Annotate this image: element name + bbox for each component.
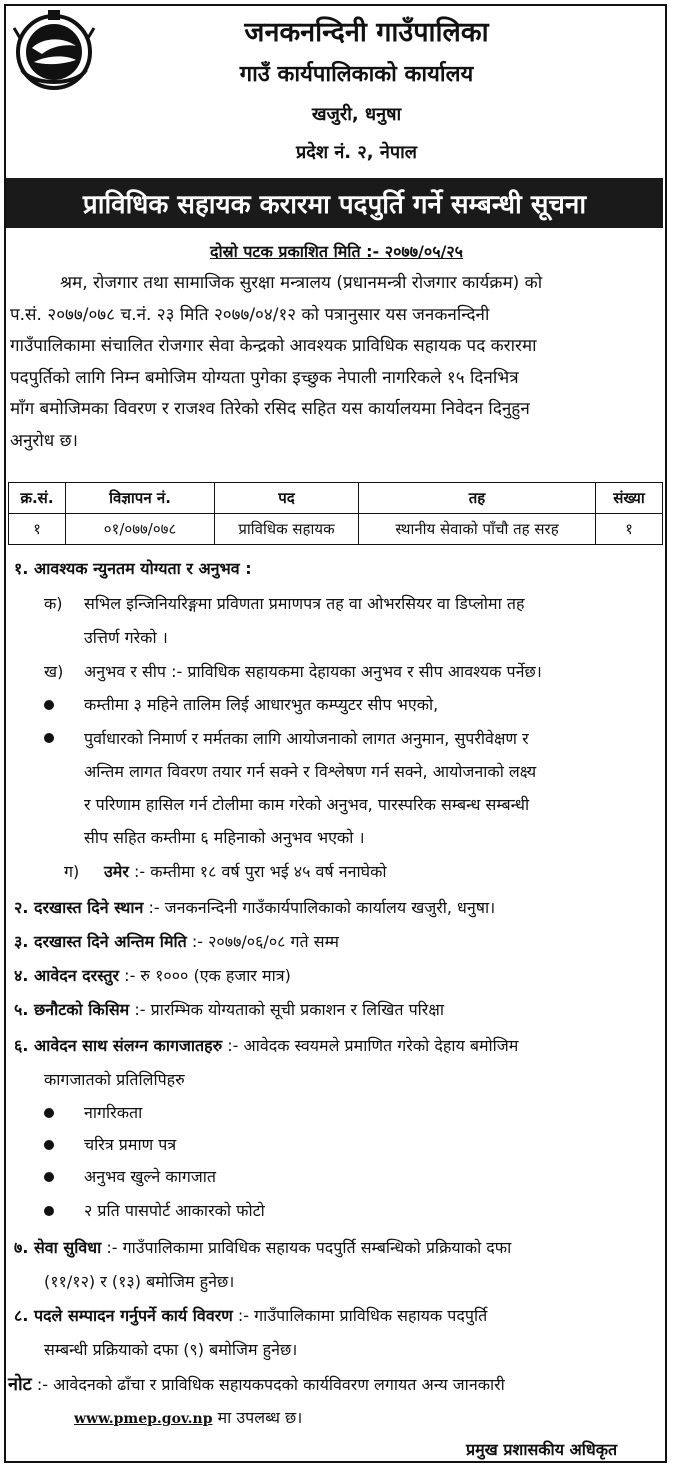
s1-bullet-2-line1: पुर्वाधारको निमार्ण र मर्मतका लागि आयोजनाको लागत अनुमान, सुपरीवेक्षण र (84, 729, 529, 748)
section-2 (14, 896, 495, 918)
org-name: जनकनन्दिनी गाउँपालिका (244, 17, 489, 48)
s1-ga-line (104, 860, 387, 882)
col-sn: क्र.सं. (9, 483, 66, 514)
published-date: दोस्रो पटक प्रकाशित मिति :- २०७७/०५/२५ (210, 242, 463, 261)
s6-bold: ६. आवेदन साथ संलग्न कागजातहरु (14, 1036, 223, 1055)
cell-ad-no: ०१/०७७/०७८ (66, 514, 215, 545)
cell-sn: १ (9, 514, 66, 545)
s1-bullet-2-line4: सीप सहित कम्तीमा ६ महिनाको अनुभव भएको । (84, 828, 365, 847)
s2-text: :- जनकनन्दिनी गाउँकार्यपालिकाको कार्यालय खजुरी, धनुषा। (143, 898, 496, 917)
col-post: पद (215, 483, 359, 514)
table-row (9, 514, 663, 545)
bullet-icon (44, 733, 54, 743)
office-name: गाउँ कार्यपालिकाको कार्यालय (239, 62, 474, 87)
s7-line2: (११/१२) र (१३) बमोजिम हुनेछ। (44, 1272, 235, 1291)
cell-level: स्थानीय सेवाको पाँचौ तह सरह (359, 514, 596, 545)
section-7 (14, 1236, 511, 1258)
s8-text: :- गाउँपालिकामा प्राविधिक सहायक पदपुर्ति (232, 1306, 488, 1325)
intro-line: अनुरोध छ। (10, 430, 78, 451)
intro-line: गाउँपालिकामा संचालित रोजगार सेवा केन्द्रको आवश्यक प्राविधिक सहायक पद करारमा (10, 336, 537, 356)
s4-text: :- रु १००० (एक हजार मात्र) (119, 966, 291, 985)
s4-bold: ४. आवेदन दरस्तुर (14, 966, 120, 985)
note (8, 1372, 505, 1396)
section-1-title: १. आवश्यक न्युनतम योग्यता र अनुभव : (14, 559, 252, 578)
section-8 (14, 1304, 487, 1326)
notice-title: प्राविधिक सहायक करारमा पदपुर्ति गर्ने सम्बन्धी सूचना (6, 178, 663, 228)
section-4 (14, 964, 291, 986)
section-6 (14, 1034, 518, 1056)
s3-text: :- २०७७/०६/०८ गते सम्म (186, 932, 339, 951)
bullet-icon (44, 1108, 54, 1118)
s2-bold: २. दरखास्त दिने स्थान (14, 898, 144, 917)
s5-bold: ५. छनौटको किसिम (14, 1000, 130, 1019)
cell-post: प्राविधिक सहायक (215, 514, 359, 545)
note-tail: मा उपलब्ध छ। (212, 1408, 303, 1427)
website-link[interactable]: www.pmep.gov.np (74, 1411, 213, 1427)
s6-line2: कागजातको प्रतिलिपिहरु (44, 1070, 185, 1089)
s5-text: :- प्रारम्भिक योग्यताको सूची प्रकाशन र लिखित परिक्षा (129, 1000, 444, 1019)
header (0, 0, 673, 170)
s6-text: :- आवेदक स्वयमले प्रमाणित गरेको देहाय बमोजिम (222, 1036, 519, 1055)
col-level: तह (359, 483, 596, 514)
intro-line: माँग बमोजिमका विवरण र राजश्व तिरेको रसिद सहित यस कार्यालयमा निवेदन दिनुहुन (10, 399, 530, 419)
s1-kha-text: अनुभव र सीप :- प्राविधिक सहायकमा देहायका अनुभव र सीप आवश्यक पर्नेछ। (84, 662, 542, 681)
s3-bold: ३. दरखास्त दिने अन्तिम मिति (14, 932, 187, 951)
s8-line2: सम्बन्धी प्रक्रियाको दफा (९) बमोजिम हुनेछ। (44, 1340, 298, 1359)
s6-item: नागरिकता (84, 1103, 143, 1122)
s1-bullet-1: कम्तीमा ३ महिने तालिम लिई आधारभुत कम्प्युटर सीप भएको, (84, 695, 439, 714)
note-label: नोट (8, 1374, 32, 1395)
office-address: खजुरी, धनुषा (311, 104, 402, 125)
bullet-icon (44, 1140, 54, 1150)
cell-count: १ (596, 514, 663, 545)
s1-ga-text: :- कम्तीमा १८ वर्ष पुरा भई ४५ वर्ष ननाघेको (128, 862, 387, 881)
intro-line: प.सं. २०७७/०७८ च.नं. २३ मिति २०७७/०४/१२ को पत्रानुसार यस जनकनन्दिनी (10, 304, 490, 325)
bullet-icon (44, 700, 54, 710)
intro-line: पदपुर्तिको लागि निम्न बमोजिम योग्यता पुगेका इच्छुक नेपाली नागरिकले १५ दिनभित्र (10, 367, 519, 388)
intro-line: श्रम, रोजगार तथा सामाजिक सुरक्षा मन्त्रालय (प्रधानमन्त्री रोजगार कार्यक्रम) को (60, 273, 543, 293)
s1-ga-bold: उमेर (104, 862, 129, 881)
section-5 (14, 998, 444, 1020)
s8-bold: ८. पदले सम्पादन गर्नुपर्ने कार्य विवरण (14, 1306, 233, 1325)
s1-kha-label: ख) (44, 662, 64, 681)
s7-bold: ७. सेवा सुविधा (14, 1238, 102, 1257)
vacancy-table (8, 482, 663, 545)
s6-item: २ प्रति पासपोर्ट आकारको फोटो (84, 1201, 265, 1220)
s1-bullet-2-line3: र परिणाम हासिल गर्न टोलीमा काम गरेको अनुभव, पारस्परिक सम्बन्ध सम्बन्धी (84, 795, 530, 814)
col-ad-no: विज्ञापन नं. (66, 483, 215, 514)
note-text: :- आवेदनको ढाँचा र प्राविधिक सहायकपदको कार्यविवरण लगायत अन्य जानकारी (31, 1375, 505, 1394)
intro-paragraph (10, 268, 660, 457)
s1-ga-label: ग) (64, 862, 80, 881)
s6-item: चरित्र प्रमाण पत्र (84, 1135, 177, 1154)
s6-item: अनुभव खुल्ने कागजात (84, 1167, 216, 1186)
col-count: संख्या (596, 483, 663, 514)
province: प्रदेश नं. २, नेपाल (296, 142, 417, 163)
signature: प्रमुख प्रशासकीय अधिकृत (466, 1440, 618, 1459)
s1-ka-line1: सभिल इन्जिनियरिङ्गमा प्रविणता प्रमाणपत्र तह वा ओभरसियर वा डिप्लोमा तह (84, 594, 525, 613)
s7-text: :- गाउँपालिकामा प्राविधिक सहायक पदपुर्ति सम्बन्धिको प्रक्रियाको दफा (101, 1238, 512, 1257)
section-3 (14, 930, 339, 952)
s1-bullet-2-line2: अन्तिम लागत विवरण तयार गर्न सक्ने र विश्लेषण गर्न सक्ने, आयोजनाको लक्ष्य (84, 762, 537, 781)
note-line2 (74, 1406, 302, 1428)
bullet-icon (44, 1206, 54, 1216)
s1-ka-line2: उत्तिर्ण गरेको । (84, 628, 168, 647)
s1-ka-label: क) (44, 594, 63, 613)
bullet-icon (44, 1172, 54, 1182)
